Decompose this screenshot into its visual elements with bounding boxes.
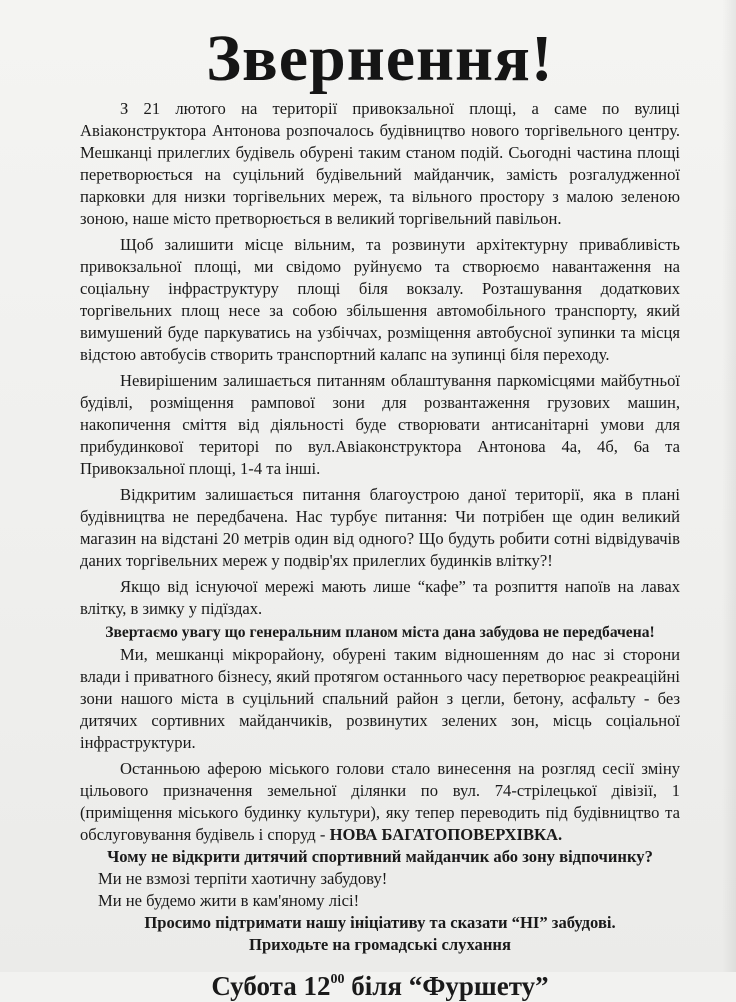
footer-time-sup: 00 — [330, 972, 345, 987]
paragraph-2: Щоб залишити місце вільним, та розвинути архітектурну привабливість привокзальної площі, ми свідомо руйнуємо та створюємо навантаження на соціальну інфраструктуру площі біля вокзалу. Розташування додаткових торгівельних площ несе за собою збільшення автомобільного транспорту, який вимушений буде паркуватись на узбіччах, розміщення автобусної зупинки та місця відстою автобусів створить транспортний калапс на зупинці біля переходу. — [80, 235, 680, 364]
paragraph-7-text: Останньою аферою міського голови стало винесення на розгляд сесії зміну цільового призначення земельної ділянки по вул. 74-стрілецької дівізії, 1 (приміщення міського будинку культури), яку тепер переводить під будівництво та обслуговування будівель і споруд - — [80, 759, 680, 844]
page-title: Звернення! — [206, 22, 554, 95]
bold-notice: Звертаємо увагу що генеральним планом міста дана забудова не передбачена! — [105, 624, 655, 641]
event-footer — [80, 964, 680, 1002]
slogan-line-2: Ми не будемо жити в кам'яному лісі! — [98, 891, 360, 910]
paragraph-5: Якщо від існуючої мережі мають лише “кафе” та розпиття напоїв на лавах влітку, в зимку у підїздах. — [80, 577, 680, 618]
footer-day: Субота 12 — [211, 971, 331, 1001]
paragraph-4: Відкритим залишається питання благоустрою даної території, яка в плані будівництва не передбачена. Нас турбує питання: Чи потрібен ще один великий магазин на відстані 20 метрів один від одного? Що будуть робити сотні відвідувачів даних торгівельних мереж у подвір'ях прилеглих будинків влітку?! — [80, 485, 680, 570]
paragraph-3: Невирішеним залишається питанням облаштування паркомісцями майбутньої будівлі, розміщення рампової зони для розвантаження грузових машин, накопичення сміття від діяльності буде створювати антисанітарні умови для прибудинкової територі по вул.Авіаконструктора Антонова 4а, 4б, 6а та Привокзальної площі, 1-4 та інші. — [80, 371, 680, 478]
paragraph-1: З 21 лютого на території привокзальної площі, а саме по вулиці Авіаконструктора Антонова розпочалось будівництво нового торгівельного центру. Мешканці прилеглих будівель обурені таким станом подій. Сьогодні частина площі перетворюється на суцільний будівельний майданчик, замість розгалудженної парковки для низки торгівельних мереж, та вільного простору з малою зеленою зоною, наше місто претворюється в великий торгівельний павільон. — [80, 99, 680, 228]
question-line: Чому не відкрити дитячий спортивний майданчик або зону відпочинку? — [107, 847, 653, 866]
paragraph-7-bold: НОВА БАГАТОПОВЕРХІВКА. — [329, 825, 563, 844]
appeal-line: Просимо підтримати нашу ініціативу та сказати “НІ” забудові. — [144, 913, 616, 932]
page-edge-shadow — [722, 0, 736, 972]
footer-place: біля “Фуршету” — [344, 971, 549, 1001]
paragraph-7 — [80, 758, 680, 846]
paragraph-6: Ми, мешканці мікрорайону, обурені таким відношенням до нас зі сторони влади і приватного бізнесу, який протягом останнього часу перетворює реакреаційні зони нашого міста в суцільний спальний район з цегли, бетону, асфальту - без дитячих сортивних майданчиків, розвинутих зелених зон, місць соціальної інфраструктури. — [80, 645, 680, 752]
invite-line: Приходьте на громадські слухання — [249, 935, 511, 954]
slogan-line-1: Ми не взмозі терпіти хаотичну забудову! — [98, 869, 388, 888]
